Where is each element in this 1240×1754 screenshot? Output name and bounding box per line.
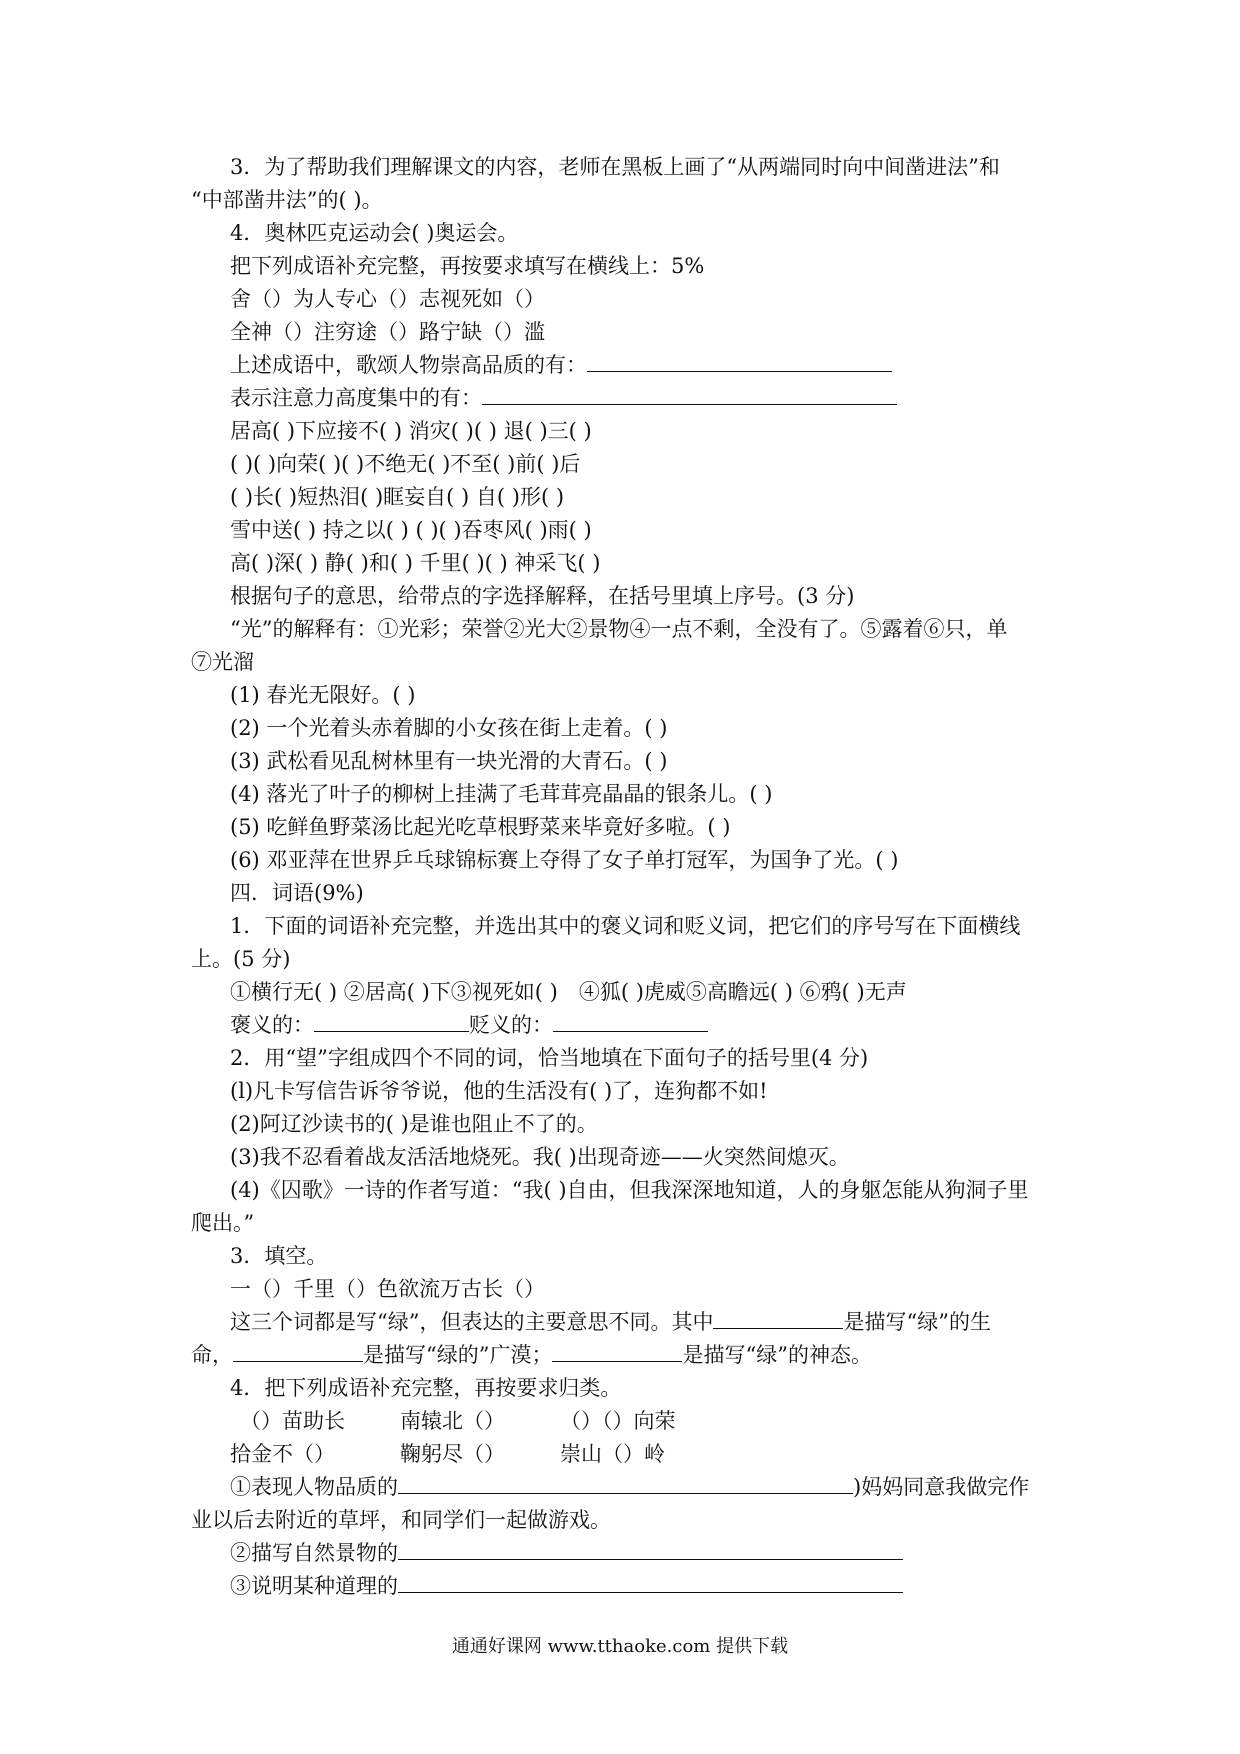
section-4-heading: 四．词语(9%) <box>230 881 364 905</box>
fill-row-4: 雪中送( ) 持之以( ) ( )( )吞枣风( )雨( ) <box>230 518 592 542</box>
guang-item-1: (1) 春光无限好。( ) <box>230 683 416 707</box>
category-1-tail: )妈妈同意我做完作 <box>853 1475 1030 1499</box>
wang-item-3: (3)我不忍看着战友活活地烧死。我( )出现奇迹——火突然间熄灭。 <box>230 1145 850 1169</box>
negative-answer-line[interactable] <box>553 1011 708 1032</box>
q3-line-2: “中部凿井法”的( )。 <box>191 188 383 212</box>
category-3-row <box>230 1572 1060 1600</box>
cat-idiom-6: 崇山（）岭 <box>560 1442 665 1466</box>
wang-item-4-line-2: 爬出。” <box>191 1211 255 1235</box>
category-3-answer-line[interactable] <box>398 1572 903 1593</box>
category-1-label: ①表现人物品质的 <box>230 1475 398 1499</box>
green-text-5: 是描写“绿”的神态。 <box>682 1343 872 1367</box>
green-text-3: 命， <box>191 1343 233 1367</box>
cat-idiom-4: 拾金不（） <box>230 1442 335 1466</box>
category-2-row <box>230 1539 1060 1567</box>
guang-item-4: (4) 落光了叶子的柳树上挂满了毛茸茸亮晶晶的银条儿。( ) <box>230 782 773 806</box>
focus-answer-line[interactable] <box>482 384 897 405</box>
category-1-answer-line[interactable] <box>398 1473 853 1494</box>
s4-q1-line-1: 1．下面的词语补充完整，并选出其中的褒义词和贬义词，把它们的序号写在下面横线 <box>230 914 1021 938</box>
s4-q3-heading: 3．填空。 <box>230 1244 328 1268</box>
green-text-2: 是描写“绿”的生 <box>843 1310 991 1334</box>
fill-row-2: ( )( )向荣( )( )不绝无( )不至( )前( )后 <box>230 452 581 476</box>
focus-label: 表示注意力高度集中的有： <box>230 386 482 410</box>
category-idioms-row-2 <box>230 1440 1060 1468</box>
green-line-1 <box>230 1308 1060 1336</box>
focus-row <box>230 384 1060 412</box>
idiom-row-1: 舍（）为人专心（）志视死如（） <box>230 287 545 311</box>
guang-item-3: (3) 武松看见乱树林里有一块光滑的大青石。( ) <box>230 749 668 773</box>
praise-label: 上述成语中，歌颂人物崇高品质的有： <box>230 353 587 377</box>
cat-idiom-5: 鞠躬尽（） <box>400 1442 505 1466</box>
fill-row-5: 高( )深( ) 静( )和( ) 千里( )( ) 神采飞( ) <box>230 551 601 575</box>
category-2-label: ②描写自然景物的 <box>230 1541 398 1565</box>
green-blank-3[interactable] <box>552 1341 682 1362</box>
category-3-label: ③说明某种道理的 <box>230 1574 398 1598</box>
green-line-2 <box>191 1341 1021 1369</box>
s4-q1-line-2: 上。(5 分) <box>191 947 291 971</box>
s4-q1-items: ①横行无( ) ②居高( )下③视死如( ) ④狐( )虎威⑤高瞻远( ) ⑥鸦( )无声 <box>230 980 907 1004</box>
wang-item-4-line-1: (4)《囚歌》一诗的作者写道：“我( )自由，但我深深地知道，人的身躯怎能从狗洞子里 <box>230 1178 1029 1202</box>
positive-answer-line[interactable] <box>314 1011 469 1032</box>
wang-item-2: (2)阿辽沙读书的( )是谁也阻止不了的。 <box>230 1112 598 1136</box>
green-idioms-row: 一（）千里（）色欲流万古长（） <box>230 1277 545 1301</box>
category-2-answer-line[interactable] <box>398 1539 903 1560</box>
q4-line: 4．奥林匹克运动会( )奥运会。 <box>230 221 519 245</box>
fill-row-3: ( )长( )短热泪( )眶妄自( ) 自( )形( ) <box>230 485 565 509</box>
fill-row-1: 居高( )下应接不( ) 消灾( )( ) 退( )三( ) <box>230 419 592 443</box>
guang-definitions-2: ⑦光溜 <box>191 650 254 674</box>
green-text-1: 这三个词都是写“绿”，但表达的主要意思不同。其中 <box>230 1310 714 1334</box>
guang-instruction: 根据句子的意思，给带点的字选择解释，在括号里填上序号。(3 分) <box>230 584 855 608</box>
idiom-row-2: 全神（）注穷途（）路宁缺（）滥 <box>230 320 545 344</box>
guang-item-2: (2) 一个光着头赤着脚的小女孩在街上走着。( ) <box>230 716 668 740</box>
cat-idiom-2: 南辕北（） <box>400 1409 505 1433</box>
category-1-row <box>230 1473 1060 1501</box>
green-text-4: 是描写“绿的”广漠； <box>363 1343 553 1367</box>
idiom-instruction: 把下列成语补充完整，再按要求填写在横线上：5% <box>230 254 705 278</box>
praise-answer-line[interactable] <box>587 351 892 372</box>
negative-label: 贬义的： <box>469 1013 553 1037</box>
download-footer: 通通好课网 www.tthaoke.com 提供下载 <box>451 1636 789 1657</box>
guang-item-6: (6) 邓亚萍在世界乒乓球锦标赛上夺得了女子单打冠军，为国争了光。( ) <box>230 848 899 872</box>
cat-idiom-1: （）苗助长 <box>240 1409 345 1433</box>
category-idioms-row-1 <box>230 1407 1060 1435</box>
s4-q2-instruction: 2．用“望”字组成四个不同的词，恰当地填在下面句子的括号里(4 分) <box>230 1046 869 1070</box>
praise-row <box>230 351 1060 379</box>
guang-item-5: (5) 吃鲜鱼野菜汤比起光吃草根野菜来毕竟好多啦。( ) <box>230 815 731 839</box>
category-1-continuation: 业以后去附近的草坪，和同学们一起做游戏。 <box>191 1508 611 1532</box>
guang-definitions-1: “光”的解释有：①光彩；荣誉②光大②景物④一点不剩，全没有了。⑤露着⑥只，单 <box>230 617 1008 641</box>
wang-item-1: (l)凡卡写信告诉爷爷说，他的生活没有( )了，连狗都不如! <box>230 1079 768 1103</box>
cat-idiom-3: （）（）向荣 <box>560 1409 676 1433</box>
positive-label: 褒义的： <box>230 1013 314 1037</box>
green-blank-2[interactable] <box>233 1341 363 1362</box>
sentiment-row <box>230 1011 1060 1039</box>
q3-line-1: 3．为了帮助我们理解课文的内容，老师在黑板上画了“从两端同时向中间凿进法”和 <box>230 155 1000 179</box>
green-blank-1[interactable] <box>713 1308 843 1329</box>
s4-q4-instruction: 4．把下列成语补充完整，再按要求归类。 <box>230 1376 622 1400</box>
